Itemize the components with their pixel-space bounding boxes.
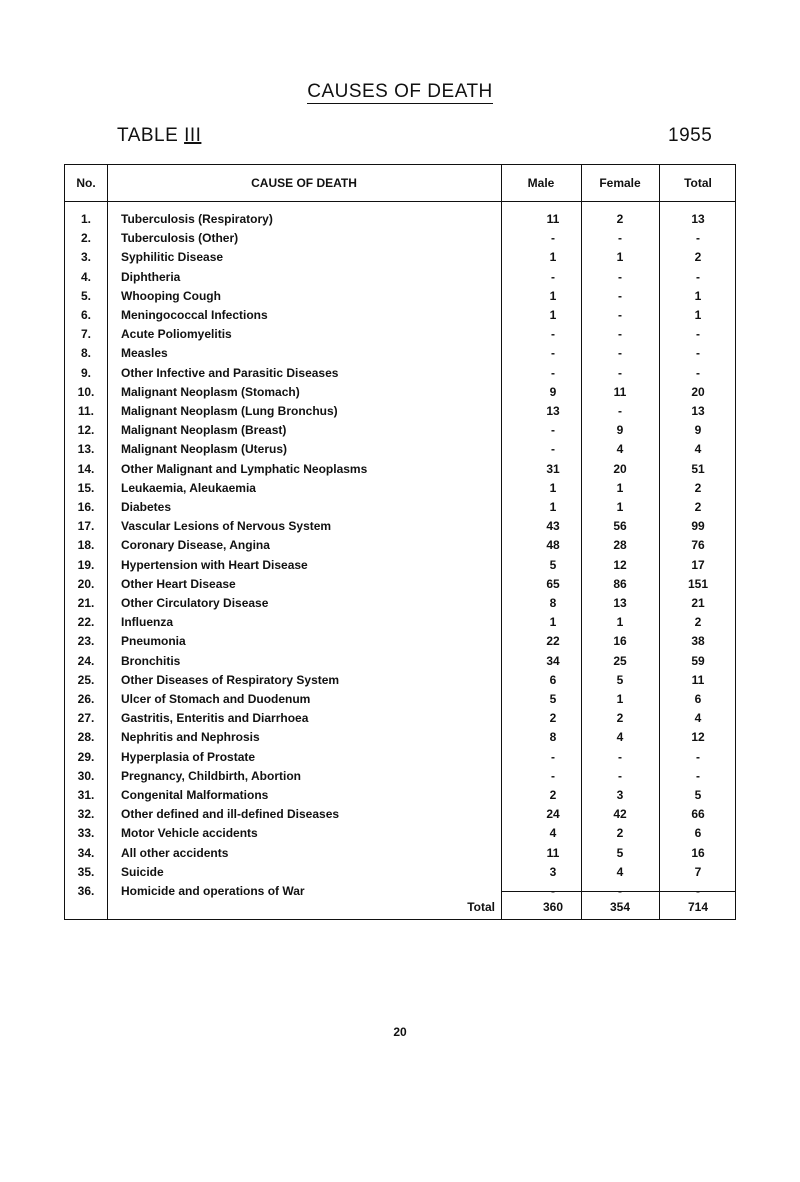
row-cause: Syphilitic Disease — [121, 250, 224, 265]
row-female: 4 — [616, 442, 624, 457]
row-female: 1 — [616, 250, 624, 265]
table-row — [65, 804, 735, 824]
table-row — [65, 631, 735, 651]
table-row — [65, 670, 735, 690]
row-total: - — [696, 327, 700, 342]
row-male: 13 — [546, 404, 560, 418]
row-male: 5 — [549, 692, 557, 706]
row-male: 11 — [546, 845, 560, 860]
row-female: - — [618, 404, 622, 418]
total-label: Total — [467, 900, 495, 914]
row-male: 5 — [549, 557, 557, 572]
row-cause: Coronary Disease, Angina — [121, 538, 270, 553]
table-row — [65, 343, 735, 363]
row-male: 43 — [546, 519, 560, 534]
row-total: 4 — [694, 442, 702, 457]
table-row — [65, 209, 735, 229]
row-female: - — [618, 288, 622, 303]
row-total: 51 — [691, 461, 705, 476]
table-row — [65, 247, 735, 267]
row-cause: Hypertension with Heart Disease — [121, 557, 308, 572]
row-male: - — [551, 231, 555, 246]
total-row — [65, 895, 735, 919]
row-male: 1 — [549, 500, 557, 514]
row-number: 11. — [77, 404, 95, 418]
row-total: 99 — [691, 519, 705, 534]
row-male: 1 — [549, 615, 557, 630]
table-label — [117, 125, 201, 147]
row-cause: Suicide — [121, 864, 164, 879]
row-female: 28 — [613, 538, 627, 553]
row-number: 14. — [77, 461, 95, 476]
row-total: - — [696, 768, 700, 783]
row-number: 25. — [77, 672, 95, 687]
row-cause: Malignant Neoplasm (Breast) — [121, 423, 287, 438]
table-row — [65, 555, 735, 575]
row-male: 8 — [549, 596, 557, 610]
row-male: 22 — [546, 634, 560, 649]
row-female: 42 — [613, 807, 627, 822]
page-number: 20 — [393, 1025, 407, 1039]
row-female: 1 — [616, 615, 624, 630]
row-female: 1 — [616, 500, 624, 514]
row-total: 7 — [694, 864, 702, 879]
row-total: 2 — [694, 480, 702, 495]
row-number: 2. — [80, 231, 91, 246]
row-female: - — [618, 749, 622, 764]
row-female: 4 — [616, 864, 624, 879]
row-total: 1 — [694, 288, 702, 303]
row-female: 3 — [616, 788, 624, 802]
table-row — [65, 439, 735, 459]
row-male: 6 — [549, 672, 557, 687]
row-total: 2 — [694, 500, 702, 514]
table-row — [65, 516, 735, 536]
row-male: - — [551, 768, 555, 783]
row-number: 31. — [77, 788, 95, 802]
row-female: - — [618, 346, 622, 361]
row-number: 24. — [77, 653, 95, 668]
row-number: 36. — [77, 884, 95, 898]
table-row — [65, 843, 735, 863]
row-male: 24 — [546, 807, 560, 822]
row-female: 1 — [616, 692, 624, 706]
row-cause: Other defined and ill-defined Diseases — [121, 807, 340, 822]
row-total: 12 — [691, 730, 705, 745]
row-cause: Other Malignant and Lymphatic Neoplasms — [121, 461, 368, 476]
table-row — [65, 785, 735, 805]
row-number: 20. — [77, 576, 95, 591]
row-male: 8 — [549, 730, 557, 745]
row-male: 11 — [546, 212, 560, 226]
row-total: 16 — [691, 845, 705, 860]
table-row — [65, 689, 735, 709]
row-total: 4 — [694, 711, 702, 726]
row-number: 34. — [77, 845, 95, 860]
row-cause: Ulcer of Stomach and Duodenum — [121, 692, 311, 706]
row-number: 29. — [77, 749, 95, 764]
row-total: 5 — [694, 788, 702, 802]
row-female: 11 — [613, 384, 627, 399]
table-row — [65, 305, 735, 325]
total-male: 360 — [542, 900, 564, 914]
row-total: - — [696, 884, 700, 898]
row-female: 5 — [616, 845, 624, 860]
row-cause: Malignant Neoplasm (Lung Bronchus) — [121, 404, 338, 418]
row-male: 1 — [549, 308, 557, 322]
row-male: - — [551, 269, 555, 284]
row-total: 2 — [694, 615, 702, 630]
row-total: 9 — [694, 423, 702, 438]
row-cause: Acute Poliomyelitis — [121, 327, 232, 342]
row-female: 4 — [616, 730, 624, 745]
row-number: 27. — [77, 711, 95, 726]
row-total: - — [696, 346, 700, 361]
row-cause: Congenital Malformations — [121, 788, 269, 802]
table-row — [65, 267, 735, 287]
row-male: 4 — [549, 826, 557, 841]
table-row — [65, 478, 735, 498]
row-number: 19. — [77, 557, 95, 572]
row-number: 28. — [77, 730, 95, 745]
row-total: 13 — [691, 212, 705, 226]
row-female: - — [618, 884, 622, 898]
table-row — [65, 286, 735, 306]
table-row — [65, 228, 735, 248]
row-female: - — [618, 308, 622, 322]
row-cause: Pregnancy, Childbirth, Abortion — [121, 768, 301, 783]
row-total: - — [696, 269, 700, 284]
row-total: - — [696, 749, 700, 764]
row-cause: Hyperplasia of Prostate — [121, 749, 256, 764]
row-number: 22. — [77, 615, 95, 630]
table-number: III — [184, 125, 202, 146]
row-number: 23. — [77, 634, 95, 649]
table-row — [65, 574, 735, 594]
header-cause: CAUSE OF DEATH — [251, 176, 357, 190]
row-female: 2 — [616, 212, 624, 226]
row-female: 13 — [613, 596, 627, 610]
row-number: 16. — [77, 500, 95, 514]
row-total: 151 — [687, 576, 709, 591]
row-male: - — [551, 365, 555, 380]
header-divider — [65, 201, 735, 202]
row-total: 38 — [691, 634, 705, 649]
row-number: 21. — [77, 596, 95, 610]
row-cause: Homicide and operations of War — [121, 884, 305, 898]
row-cause: Whooping Cough — [121, 288, 221, 303]
row-male: 1 — [549, 288, 557, 303]
row-cause: Motor Vehicle accidents — [121, 826, 258, 841]
row-total: 6 — [694, 826, 702, 841]
row-male: 2 — [549, 788, 557, 802]
table-row — [65, 823, 735, 843]
row-number: 5. — [80, 288, 91, 303]
row-male: - — [551, 346, 555, 361]
row-male: 48 — [546, 538, 560, 553]
row-number: 1. — [80, 212, 91, 226]
row-cause: All other accidents — [121, 845, 229, 860]
row-number: 10. — [77, 384, 95, 399]
row-female: 16 — [613, 634, 627, 649]
row-male: - — [551, 327, 555, 342]
row-male: 31 — [546, 461, 560, 476]
row-male: - — [551, 749, 555, 764]
row-cause: Tuberculosis (Respiratory) — [121, 212, 273, 226]
row-female: - — [618, 327, 622, 342]
title-text: CAUSES OF DEATH — [307, 81, 493, 102]
row-male: - — [551, 423, 555, 438]
row-total: 2 — [694, 250, 702, 265]
row-number: 9. — [80, 365, 91, 380]
row-male: 2 — [549, 711, 557, 726]
header-male: Male — [527, 176, 555, 190]
row-female: - — [618, 365, 622, 380]
table-row — [65, 651, 735, 671]
row-cause: Meningococcal Infections — [121, 308, 268, 322]
row-female: 12 — [613, 557, 627, 572]
row-male: 65 — [546, 576, 560, 591]
row-female: 86 — [613, 576, 627, 591]
row-total: 17 — [691, 557, 705, 572]
table-row — [65, 862, 735, 882]
row-male: 34 — [546, 653, 560, 668]
row-number: 4. — [80, 269, 91, 284]
row-cause: Other Heart Disease — [121, 576, 236, 591]
row-number: 13. — [77, 442, 95, 457]
table-row — [65, 382, 735, 402]
row-female: - — [618, 269, 622, 284]
row-cause: Influenza — [121, 615, 174, 630]
row-cause: Vascular Lesions of Nervous System — [121, 519, 332, 534]
row-female: - — [618, 231, 622, 246]
row-female: 20 — [613, 461, 627, 476]
row-cause: Diabetes — [121, 500, 172, 514]
table-row — [65, 612, 735, 632]
row-male: - — [551, 884, 555, 898]
row-female: - — [618, 768, 622, 783]
row-total: 66 — [691, 807, 705, 822]
table-label-text: TABLE — [117, 125, 179, 146]
total-total: 714 — [687, 900, 709, 914]
row-number: 12. — [77, 423, 95, 438]
row-cause: Malignant Neoplasm (Uterus) — [121, 442, 288, 457]
row-female: 25 — [613, 653, 627, 668]
header-female: Female — [599, 176, 641, 190]
row-total: 1 — [694, 308, 702, 322]
row-total: 21 — [691, 596, 705, 610]
table-row — [65, 766, 735, 786]
table-row — [65, 747, 735, 767]
row-male: 1 — [549, 250, 557, 265]
page-title — [0, 81, 800, 103]
row-female: 1 — [616, 480, 624, 495]
year: 1955 — [668, 125, 713, 146]
row-female: 2 — [616, 826, 624, 841]
row-female: 2 — [616, 711, 624, 726]
causes-of-death-table — [64, 164, 736, 920]
table-row — [65, 708, 735, 728]
row-cause: Other Circulatory Disease — [121, 596, 269, 610]
row-male: 9 — [549, 384, 557, 399]
row-cause: Pneumonia — [121, 634, 186, 649]
row-cause: Diphtheria — [121, 269, 181, 284]
row-total: - — [696, 231, 700, 246]
row-cause: Nephritis and Nephrosis — [121, 730, 260, 745]
table-row — [65, 727, 735, 747]
row-number: 17. — [77, 519, 95, 534]
row-female: 56 — [613, 519, 627, 534]
table-row — [65, 497, 735, 517]
row-number: 7. — [80, 327, 91, 342]
row-total: 76 — [691, 538, 705, 553]
row-male: - — [551, 442, 555, 457]
row-female: 9 — [616, 423, 624, 438]
header-total: Total — [684, 176, 712, 190]
row-cause: Other Diseases of Respiratory System — [121, 672, 340, 687]
row-number: 30. — [77, 768, 95, 783]
total-female: 354 — [609, 900, 631, 914]
row-total: 13 — [691, 404, 705, 418]
row-cause: Other Infective and Parasitic Diseases — [121, 365, 339, 380]
row-total: 6 — [694, 692, 702, 706]
header-no: No. — [76, 176, 96, 190]
row-number: 18. — [77, 538, 95, 553]
row-cause: Bronchitis — [121, 653, 181, 668]
row-number: 8. — [80, 346, 91, 361]
row-cause: Tuberculosis (Other) — [121, 231, 239, 246]
row-number: 33. — [77, 826, 95, 841]
row-number: 15. — [77, 480, 95, 495]
row-number: 3. — [80, 250, 91, 265]
row-number: 26. — [77, 692, 95, 706]
row-male: 3 — [549, 864, 557, 879]
row-number: 35. — [77, 864, 95, 879]
table-row — [65, 459, 735, 479]
row-cause: Gastritis, Enteritis and Diarrhoea — [121, 711, 309, 726]
table-row — [65, 420, 735, 440]
row-total: 20 — [691, 384, 705, 399]
table-row — [65, 363, 735, 383]
row-male: 1 — [549, 480, 557, 495]
row-total: 59 — [691, 653, 705, 668]
table-row — [65, 401, 735, 421]
row-female: 5 — [616, 672, 624, 687]
row-number: 6. — [80, 308, 91, 322]
row-number: 32. — [77, 807, 95, 822]
row-cause: Leukaemia, Aleukaemia — [121, 480, 256, 495]
table-row — [65, 535, 735, 555]
table-row — [65, 593, 735, 613]
table-row — [65, 324, 735, 344]
row-cause: Measles — [121, 346, 168, 361]
row-total: 11 — [691, 672, 705, 687]
row-total: - — [696, 365, 700, 380]
row-cause: Malignant Neoplasm (Stomach) — [121, 384, 300, 399]
